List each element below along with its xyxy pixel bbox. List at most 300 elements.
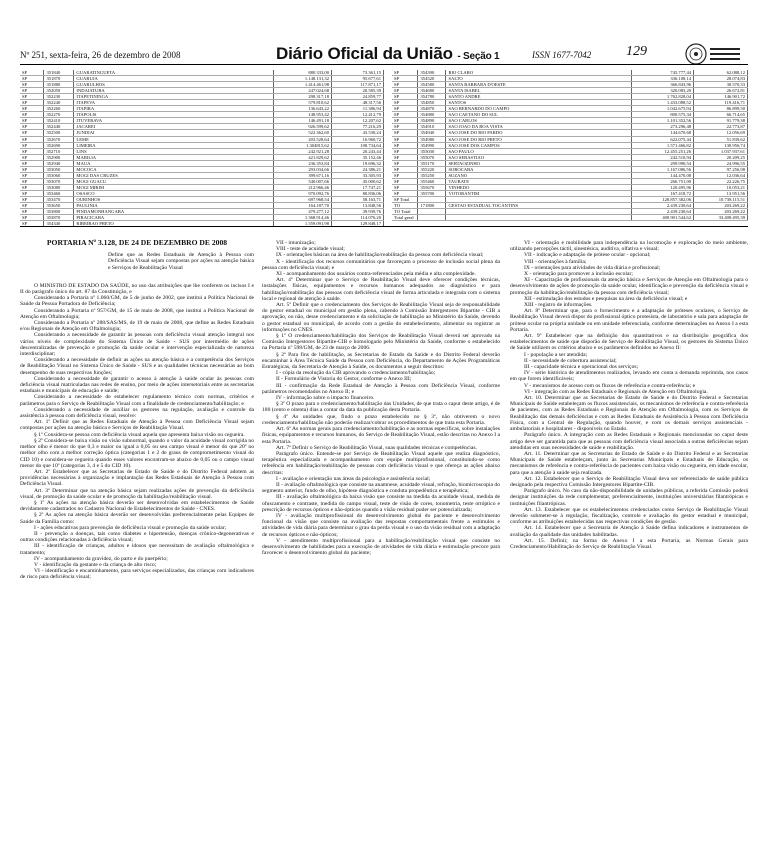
table-cell: 146.901,72 [694,94,748,100]
table-cell: 203.269,22 [694,203,748,209]
table-cell: MOGI DAS CRUZES [74,172,274,178]
table-cell: SP [392,100,418,106]
table-cell: 212.966,46 [274,184,332,190]
table-cell: 12.455.251,26 [632,148,694,154]
table-cell: 355250 [418,172,446,178]
table-cell: SAO BERNARDO DO CAMPO [446,106,632,112]
table-cell: MOGI MIRIM [74,184,274,190]
table-cell: 355460 [418,178,446,184]
table-cell: 352440 [44,124,74,130]
table-cell: 351880 [44,82,74,88]
table-cell: 353800 [44,209,74,215]
table-cell: 366.843,96 [632,82,694,88]
paragraph: VII - imunização; [276,240,316,246]
table-cell: SP [20,221,44,227]
table-cell: 354890 [418,118,446,124]
table-cell: 144.470,08 [632,172,694,178]
table-cell: 203.528,64 [274,136,332,142]
table-cell: SP [392,160,418,166]
paragraph: XIII - registro de informações. [524,302,593,309]
table-cell: GUARUJA [74,76,274,82]
table-cell: SP [392,130,418,136]
table-cell: SP [392,172,418,178]
table-cell: ITAPOLIS [74,112,274,118]
table-cell: 1.571.466,82 [632,142,694,148]
table-cell: 43.530,24 [332,130,384,136]
paragraph: Considerando a necessidade de estabelecer regulamento técnico com normas, critérios e parâmetros para o Serviço de Reabilitação Visual com a finalidade de credenciamento/habilitação; e [20,394,254,407]
paragraph: IV - série histórica de atendimentos realizados, levando em conta a demanda reprimida, nos casos em que forem identificáveis; [510,370,748,383]
table-cell: 45.000,62 [332,178,384,184]
table-cell: SANTO ANDRE [446,94,632,100]
paragraph: Art. 11. Determinar que as Secretarias de Estado de Saúde e do Distrito Federal e as Secretarias Municipais de Saúde estabeleçam, junto às Secretarias Municipais e Estaduais de Educação, os mecanismos de referência e contra-referência de pacientes com baixa visão ou cegueira, em idade escolar, para que a atenção à saúde seja realizada. [510,450,748,476]
paragraph: I - população a ser atendida; [524,351,588,358]
table-cell: SP [20,190,44,196]
paragraph: Art. 12. Estabelecer que o Serviço de Reabilitação Visual deva ser referenciado de saúde pública designado pela respectiva Comissão Intergestores Bipartite-CIB. [510,475,748,488]
paragraph: § 1º Considera-se pessoa com deficiência visual aquela que apresenta baixa visão ou cegueira. [34,431,245,438]
table-cell: LINS [74,148,274,154]
table-cell: RIO CLARO [446,70,632,76]
table-cell: 299.990,54 [632,160,694,166]
paragraph: IV - acompanhamento da gravidez, do parto e do puerpério; [34,555,168,562]
paragraph: XI - acompanhamento dos usuários contra-referenciados pela média e alta complexidade. [276,271,476,278]
table-cell: 355170 [418,160,446,166]
table-cell: 354940 [418,130,446,136]
table-cell: SP [20,106,44,112]
table-cell: SP [20,100,44,106]
paragraph: II - Formulário de Vistoria do Gestor, conforme o Anexo III; [276,376,412,383]
table-cell: TAUBATE [446,178,632,184]
table-cell: 30.570,33 [694,82,748,88]
table-cell: SP [20,142,44,148]
table-cell: SP [20,118,44,124]
paragraph: § 1º O credenciamento/habilitação dos Serviços de Reabilitação Visual deverá ser aprovado na Comissão Intergestores Bipartite-CIB e homologado pelo Ministério da Saúde, conforme o estabelecido na Portaria nº 598/GM, de 23 de março de 2006. [262,333,500,352]
table-cell: 353070 [44,178,74,184]
table-cell: 353460 [44,190,74,196]
table-cell: 10.053,21 [694,184,748,190]
table-cell: 114.076,20 [332,215,384,221]
paragraph: Art. 4º Determinar que o Serviço de Reabilitação Visual deve oferecer condições técnicas, instalações físicas, equipamentos e recursos humanos adequados ao diagnóstico e para habilitação/reabilitação das pessoas com deficiência visual de forma articulada e integrada com o sistema local e regional de atenção à saúde. [262,277,500,302]
table-cell: 203.269,22 [694,209,748,215]
table-cell: SP [392,136,418,142]
table-cell: SAO CAETANO DO SUL [446,112,632,118]
table-cell: SANTOS [446,100,632,106]
table-cell: 298.317,18 [274,94,332,100]
table-cell: 117.871,17 [332,82,384,88]
table-cell: 13.951,56 [694,190,748,196]
table-cell: 91.779,38 [694,118,748,124]
table-cell: 353050 [44,166,74,172]
table-cell: 1.762.828,04 [632,94,694,100]
table-left [20,70,384,227]
table-cell: 2.439.230,64 [632,209,694,215]
paragraph: Considerando a necessidade de auxiliar os gestores na regulação, avaliação e controle da assistência à pessoa com deficiência visual, resolve: [20,406,254,420]
table-cell: 95.677,61 [332,76,384,82]
table-cell: SP [20,148,44,154]
table-cell: 2.439.230,64 [632,203,694,209]
table-cell: ITAPEVA [74,100,274,106]
table-cell: SP [20,160,44,166]
table-cell: SP [392,70,418,76]
table-cell: 144.670,68 [632,130,694,136]
table-cell: 164.187,70 [274,203,332,209]
paragraph: III - identificação de crianças, adultos e idosos que necessitam de avaliação oftalmológica e tratamento; [20,543,254,556]
paragraph: Art. 15. Definir, na forma do Anexo I a esta Portaria, as Normas Gerais para Credenciamento/Habilitação do Serviço de Reabilitação Visual. [510,537,748,550]
table-cell: 17.747,21 [332,184,384,190]
paragraph: Art. 10. Determinar que as Secretarias de Estado de Saúde e do Distrito Federal e Secretarias Municipais de Saúde estabeleçam os fluxos assistenciais, os mecanismos de referência e contra-referência de pacientes, com as Redes Estaduais e Regionais de Atenção em Oftalmologia, com os Serviços de Reabilitação das demais deficiências e com as Redes Estaduais de Assistência à Pessoa com Deficiência Física, com a Central de Regulação, quando houver, e com os demais serviços assistenciais - ambulatoriais e hospitalares - disponíveis no Estado. [510,395,748,433]
table-cell: 352900 [44,154,74,160]
table-cell: 293.034,66 [274,166,332,172]
table-cell: 19.696,32 [332,160,384,166]
table-cell: 1.414.461,98 [274,82,332,88]
table-cell: SP [20,82,44,88]
paragraph: § 2º As ações na atenção básica deverão ser desenvolvidas preferencialmente pelas Equipes de Saúde da Família como: [20,512,254,525]
table-cell: SP [392,190,418,196]
paragraph: Considerando a necessidade de garantir às pessoas com deficiência visual atenção integral nos vários níveis de complexidade do Sistema Único de Saúde - SUS por intermédio de ações descentralizadas de prevenção e promoção da saúde ocular e intervenção especializada de natureza interdisciplinar; [20,332,254,358]
table-cell: 352270 [44,112,74,118]
issn: ISSN 1677-7042 [532,50,592,60]
paragraph: XII - estimulação dos estudos e pesquisas na área da deficiência visual; e [524,295,688,302]
table-cell: 355670 [418,184,446,190]
paragraph: Considerando a necessidade de definir as ações na atenção básica e a competência dos Serviços de Reabilitação Visual no Sistema Único de Saúde - SUS e as qualidades técnicas necessárias ao bom desempenho de suas respectivas funções; [20,357,254,376]
table-cell: 1.101.352,56 [632,118,694,124]
table-cell: PAULINIA [74,203,274,209]
table-cell: 352690 [44,142,74,148]
paragraph: Parágrafo único. A integração com as Redes Estaduais e Regionais mencionadas no caput deste artigo deve ser garantida para que as pessoas com deficiência visual associada a outras deficiências sejam atendidas em suas necessidades de saúde e reabilitação. [510,432,748,451]
table-cell: OURINHOS [74,196,274,202]
table-cell: 353870 [44,215,74,221]
paragraph: IX - orientações básicas na área de habilitação/reabilitação da pessoa com deficiência visual; [276,252,484,259]
table-cell: 352410 [44,118,74,124]
paragraph: Considerando a necessidade de garantir o acesso à atenção à saúde ocular às pessoas com deficiência visual matriculadas nas redes de ensino, por meio de ações intersetoriais entre as secretarias estaduais e municipais de educação e saúde; [20,375,254,395]
table-cell: 399.671,16 [274,172,332,178]
table-cell: SP [20,184,44,190]
table-cell: 1.037.937,61 [694,148,748,154]
table-cell: TO [392,203,418,209]
table-cell: JACAREI [74,124,274,130]
table-cell: 354680 [418,88,446,94]
table-cell: SP [20,178,44,184]
table-cell: SAO CARLOS [446,118,632,124]
table-cell: 129.848,17 [332,221,384,227]
table-cell: LEME [74,136,274,142]
table-cell: 12.207,62 [332,118,384,124]
table-cell: 146.491,18 [274,118,332,124]
table-cell: 66.714,65 [694,112,748,118]
table-cell: 354390 [418,70,446,76]
table-cell: 80.836,06 [332,190,384,196]
table-cell: 1.167.086,56 [632,166,694,172]
paragraph: X - identificação dos recursos comunitários que favoreçam o processo de inclusão social plena da pessoa com deficiência visual; e [262,258,500,271]
paragraph: Parágrafo único. No caso da não-disponibilidade de unidades públicas, a referida Comissão poderá designar instituições da rede complementar, preferencialmente, instituições universitárias filantrópicas e instituições filantrópicas. [510,488,748,507]
table-cell: 880.333,00 [274,70,332,76]
table-cell: VOTORANTIM [446,190,632,196]
table-cell: Total geral [392,215,418,221]
table-cell: 39.939,76 [332,209,384,215]
paragraph: X - orientação para promover a inclusão escolar; [524,271,633,278]
table-cell: 352260 [44,106,74,112]
table-cell: GESTAO ESTADUAL TOCANTINS [446,203,632,209]
table-cell: 171800 [418,203,446,209]
table-right [392,70,748,221]
table-cell: 926.599,62 [274,124,332,130]
table-cell: 20.585,39 [332,88,384,94]
paragraph: VIII - orientações à família; [524,258,587,265]
paragraph: § 2º Para fins de habilitação, as Secretarias de Estado da Saúde e do Distrito Federal deverão encaminhar à Área Técnica Saúde da Pessoa com Deficiência, do Departamento de Ações Programáticas Estratégicas, da Secretaria de Atenção à Saúde, os documentos a seguir descritos: [262,351,500,371]
table-cell: SP [20,124,44,130]
table-cell: SP [20,166,44,172]
table-cell: 352940 [44,160,74,166]
table-cell: 622.075,44 [632,136,694,142]
table-cell: 354980 [418,136,446,142]
table-cell: 1.148.131,32 [274,76,332,82]
table-cell: GUARATINGUETA [74,70,274,76]
table-cell: SP [20,76,44,82]
table-cell: 86.899,50 [694,106,748,112]
table-cell: 336.108,14 [632,76,694,82]
imprensa-nacional-logo [684,42,744,66]
table-cell: 13.848,56 [332,203,384,209]
table-cell: SAO JOSE DO RIO PARDO [446,130,632,136]
table-cell: 540.007,66 [274,178,332,184]
table-cell: SP [20,154,44,160]
paragraph: Parágrafo único. Entende-se por Serviço de Reabilitação Visual aquele que realiza diagnóstico, terapêutica especializada e acompanhamento com equipe multiprofissional, constituindo-se como referência em habilitação/reabilitação de pessoas com deficiência visual e que ofereça as ações abaixo descritas: [262,450,500,476]
table-cell: 352500 [44,130,74,136]
table-cell: MOCOCA [74,166,274,172]
paragraph: Art. 1º Definir que as Redes Estaduais de Atenção à Pessoa com Deficiência Visual sejam compostas por ações na atenção básica e Serviços de Reabilitação Visual. [20,419,254,432]
table-cell: SAO JOAO DA BOA VISTA [446,124,632,130]
column-2 [262,240,500,556]
paragraph: Art. 14. Estabelecer que a Secretaria de Atenção à Saúde defina indicadores e instrumentos de avaliação da qualidade das unidades habilitadas. [510,525,748,538]
table-cell: SP [20,112,44,118]
table-cell: 355030 [418,148,446,154]
table-cell: 352230 [44,94,74,100]
section-label: - Seção 1 [457,51,500,62]
table-cell: 108.734,64 [332,142,384,148]
table-cell: 24.386,21 [332,166,384,172]
seal-icon [684,42,744,66]
table-cell: 51.839,62 [694,136,748,142]
table-cell: 697.968,54 [274,196,332,202]
table-cell: SP [392,82,418,88]
table-cell: ITUVERAVA [74,118,274,124]
paragraph: IV - avaliação multiprofissional do desenvolvimento global do paciente e desenvolvimento funcional da visão que consiste na avaliação das respostas comportamentais frente a estímulos e atividades de vida diária para determinar o grau da perda visual e o uso da visão residual com a adaptação de recursos ópticos e não-ópticos; [262,512,500,538]
table-cell: 1.559.091,98 [274,221,332,227]
table-cell: 120.495,96 [632,184,694,190]
table-cell: 97.256,98 [694,166,748,172]
table-cell: SP [392,166,418,172]
table-cell: 247.024,68 [274,88,332,94]
table-cell: LIMEIRA [74,142,274,148]
paragraph: III - capacidade técnica e operacional dos serviços; [524,364,639,371]
table-cell: 24.859,77 [332,94,384,100]
table-cell: 522.362,60 [274,130,332,136]
paragraph: VI - identificação e encaminhamento, para serviços especializados, das crianças com indicadores de risco para deficiência visual; [20,568,254,581]
table-cell: SP [20,136,44,142]
table-cell: SP [392,88,418,94]
table-cell: SAO SEBASTIAO [446,154,632,160]
table-cell: 77.216,29 [332,124,384,130]
table-cell: SP [20,88,44,94]
column-1 [20,240,254,581]
table-cell: SANTA BARBARA D'OESTE [446,82,632,88]
table-cell: 479.277,12 [274,209,332,215]
paragraph: Art. 6º As normas gerais para credenciamento/habilitação e as normas específicas, sobre instalações físicas, equipamentos e recursos humanos, do Serviço de Reabilitação Visual, estão descritas no Anexo I a esta Portaria. [262,426,500,445]
table-cell: 970.092,76 [274,190,332,196]
column-3 [510,240,748,550]
table-cell: 352710 [44,148,74,154]
paragraph: Art. 9º Estabelecer que na definição dos quantitativos e na distribuição geográfica dos estabelecimentos de saúde que disporão de Serviço de Reabilitação Visual, os gestores do Sistema Único de Saúde utilizem os critérios abaixo e os parâmetros definidos no Anexo II: [510,333,748,352]
table-cell: 136.643,22 [274,106,332,112]
table-cell: SUZANO [446,172,632,178]
table-cell: 242.510,94 [632,154,694,160]
table-cell: SP [20,209,44,215]
table-cell: 73.361,15 [332,70,384,76]
table-cell: 354910 [418,124,446,130]
table-cell: SAO JOSE DO RIO PRETO [446,136,632,142]
paragraph: I - cópia da resolução da CIB aprovando o credenciamento/habilitação; [276,370,436,377]
paragraph: Art. 2º Estabelecer que as Secretarias de Estado de Saúde e do Distrito Federal adotem as providências necessárias à organização e implantação das Redes Estaduais de Atenção à Pessoa com Deficiência Visual. [20,468,254,488]
table-cell: 273.296,48 [632,124,694,130]
table-cell: 236.353,84 [274,160,332,166]
table-cell: SP [20,215,44,221]
paragraph: VI - integração com as Redes Estaduais e Regionais de Atenção em Oftalmologia. [524,388,708,395]
table-cell: 579.810,62 [274,100,332,106]
paragraph: Considerando a Portaria nº 957/GM, de 15 de maio de 2008, que institui a Política Nacional de Atenção em Oftalmologia; [20,307,254,320]
table-cell: 24.996,55 [694,160,748,166]
table-cell: 62.088,12 [694,70,748,76]
table-cell: 1.433.088,52 [632,100,694,106]
paragraph: Art. 7º Definir o Serviço de Reabilitação Visual, suas qualidades técnicas e competências. [276,444,477,451]
paragraph: II - avaliação oftalmológica que consiste na anamnese, acuidade visual, refração, biomicroscopia do segmento anterior, fundo de olho, hipótese diagnóstica e conduta propedêutica e terapêutica; [262,481,500,495]
table-cell: SP [20,70,44,76]
table-cell: 119.416,71 [694,100,748,106]
table-cell: SANTA ISABEL [446,88,632,94]
paragraph: II - prevenção a doenças, tais como diabetes e hipertensão, doenças crônico-degenerativas e outras condições relacionadas à deficiência visual; [20,530,254,544]
table-cell: SP [392,112,418,118]
paragraph: § 3º O prazo para o credenciamento/habilitação das Unidades, de que trata o caput deste artigo, é de 180 (cento e oitenta) dias a contar da data da publicação desta Portaria. [262,401,500,414]
table-cell: 353470 [44,196,74,202]
paragraph: XI - Capacitação de profissionais da atenção básica e Serviços de Atenção em Oftalmologia para o desenvolvimento de ações de promoção da saúde ocular, identificação e prevenção da deficiência visual e promoção da habilitação/reabilitação da pessoa com deficiência visual; [510,277,748,296]
table-cell: 354580 [418,82,446,88]
table-cell: TO Total [392,209,418,215]
paragraph: V - mecanismos de acesso com os fluxos de referência e contra-referência; e [524,382,696,389]
table-cell: SP [392,148,418,154]
table-cell: 355220 [418,166,446,172]
table-cell: 148.953,42 [274,112,332,118]
paragraph: Art. 3º Determinar que na atenção básica sejam realizadas ações de prevenção da deficiência visual, de promoção da saúde ocular e de promoção da habilitação/reabilitação visual. [20,487,254,500]
table-cell: SP [392,106,418,112]
table-cell: 800.575,34 [632,112,694,118]
table-cell: VINHEDO [446,184,632,190]
table-cell: SP [20,172,44,178]
table-cell: 354340 [44,221,74,227]
table-cell: 1.042.675,94 [632,106,694,112]
paragraph: VII - indicação e adaptação de prótese ocular - opcional; [524,252,651,259]
table-cell: SP [20,130,44,136]
table-cell: SP [20,203,44,209]
table-cell: SERTAOZINHO [446,160,632,166]
table-cell: 58.163,71 [332,196,384,202]
table-cell: 33.408.495,39 [694,215,748,221]
table-cell: 352670 [44,136,74,142]
paragraph: VIII - teste de acuidade visual; [276,246,345,253]
table-cell: 130.956,74 [694,142,748,148]
table-cell: MARILIA [74,154,274,160]
table-cell: 354520 [418,76,446,82]
table-cell: SALTO [446,76,632,82]
paragraph: IX - orientações para atividades de vida diária e profissional; [524,264,661,271]
table-cell: SP [392,142,418,148]
paragraph: Considerando a Portaria nº 288/SAS/MS, de 19 de maio de 2008, que define as Redes Estaduais e/ou Regionais de Atenção em Oftalmologia; [20,320,254,333]
page-number: 129 [626,44,647,59]
table-cell: SP [392,124,418,130]
newspaper-name: Diário Oficial da União [276,44,453,63]
table-cell: 355700 [418,190,446,196]
table-cell: 48.317,56 [332,100,384,106]
table-cell: PIRACICABA [74,215,274,221]
table-cell: SP [20,196,44,202]
table-cell: 28.074,83 [694,76,748,82]
table-cell: ITAPIRA [74,106,274,112]
table-cell: 354990 [418,142,446,148]
table-cell: 20.209,25 [694,154,748,160]
table-cell: SP [392,94,418,100]
paragraph: VI - orientação e mobilidade para independência na locomoção e exploração do meio ambiente, utilizando percepções táctil, sinestésica, auditiva, olfativa e visual; [510,240,748,253]
table-cell: ITAPETININGA [74,94,274,100]
paragraph: § 1º As ações na atenção básica deverão ser desenvolvidas em estabelecimentos de Saúde devidamente cadastrados no Cadastro Nacional de Estabelecimentos de Saúde - CNES. [20,499,254,513]
table-cell: SP [392,118,418,124]
issue-date: Nº 251, sexta-feira, 26 de dezembro de 2008 [20,50,181,60]
paragraph: II - necessidade de cobertura assistencial; [524,357,617,364]
table-cell: 33.305,93 [332,172,384,178]
table-cell: 12.412,79 [332,112,384,118]
table-cell: SP [392,154,418,160]
table-cell: RIBEIRAO PRETO [74,221,274,227]
paragraph: III - confirmação da Rede Estadual de Atenção à Pessoa com Deficiência Visual, conforme parâmetros recomendados no Anexo II; e [262,382,500,395]
table-cell: 351840 [44,70,74,76]
table-cell: 320.083,20 [632,88,694,94]
table-cell: 351870 [44,76,74,82]
table-cell: 167.418,72 [632,190,694,196]
paragraph: Art. 5º Definir que o credenciamento dos Serviços de Reabilitação Visual seja de responsabilidade do gestor estadual ou municipal em gestão plena, cabendo à Comissão Intergestores Bipartite - CIB a aprovação, ou não, desse credenciamento e da solicitação de habilitação ao Ministério da Saúde, devendo o gestor estadual ou municipal, de acordo com a gestão do estabelecimento, alimentar ou registrar as informações no CNES. [262,302,500,333]
ementa: Define que as Redes Estaduais de Atenção à Pessoa com Deficiência Visual sejam compostas por ações na atenção básica e Serviços de Reabilitação Visual [108,252,254,271]
table-cell: 35.152,46 [332,154,384,160]
table-cell: OSASCO [74,190,274,196]
table-cell: JUNDIAI [74,130,274,136]
table-cell: 352240 [44,100,74,106]
table-bottom-rule [20,226,748,227]
table-cell: 353650 [44,203,74,209]
table-cell: INDAIATUBA [74,88,274,94]
header-rule [20,64,748,65]
paragraph: § 2º Considera-se baixa visão ou visão subnormal, quando o valor da acuidade visual corrigida no melhor olho é menor do que 0,3 e maior ou igual a 0,05 ou seu campo visual é menor do que 20º no melhor olho com a melhor correção óptica (categorias 1 e 2 de graus de comprometimento visual do CID 10) e considera-se cegueira quando esses valores encontram-se abaixo de 0,05 ou o campo visual menor do que 10º (categorias 3, 4 e 5 do CID 10). [20,437,254,469]
table-cell: 354780 [418,94,446,100]
table-cell: 355070 [418,154,446,160]
table-cell: 22.226,75 [694,178,748,184]
table-cell: 745.777,44 [632,70,694,76]
table-cell: 353080 [44,184,74,190]
table-cell: SP [392,184,418,190]
paragraph: Considerando a Portaria nº 1.060/GM, de 5 de junho de 2002, que institui a Política Nacional de Saúde da Pessoa Portadora de Deficiência; [20,295,254,308]
table-cell: 22.773,87 [694,124,748,130]
table-cell [418,215,446,221]
paragraph: § 4º As unidades que, findo o prazo estabelecido no § 3º, não obtiverem o novo credenciamento/habilitação não poderão realizar/cobrar os procedimentos de que trata esta Portaria. [262,413,500,426]
table-cell: SAO JOSE DOS CAMPOS [446,142,632,148]
table-cell: 16.960,72 [332,136,384,142]
paragraph: III - avaliação oftalmológica da baixa visão que consiste na medida da acuidade visual, medida de ofuscamento e contraste, medida do campo visual, teste de visão de cores, tonometria, teste ortóptico e prescrição de recursos ópticos e não-ópticos quando a visão residual puder ser potencializada; [262,494,500,513]
table-total-row [392,215,748,221]
table-cell: 20.243,44 [332,148,384,154]
